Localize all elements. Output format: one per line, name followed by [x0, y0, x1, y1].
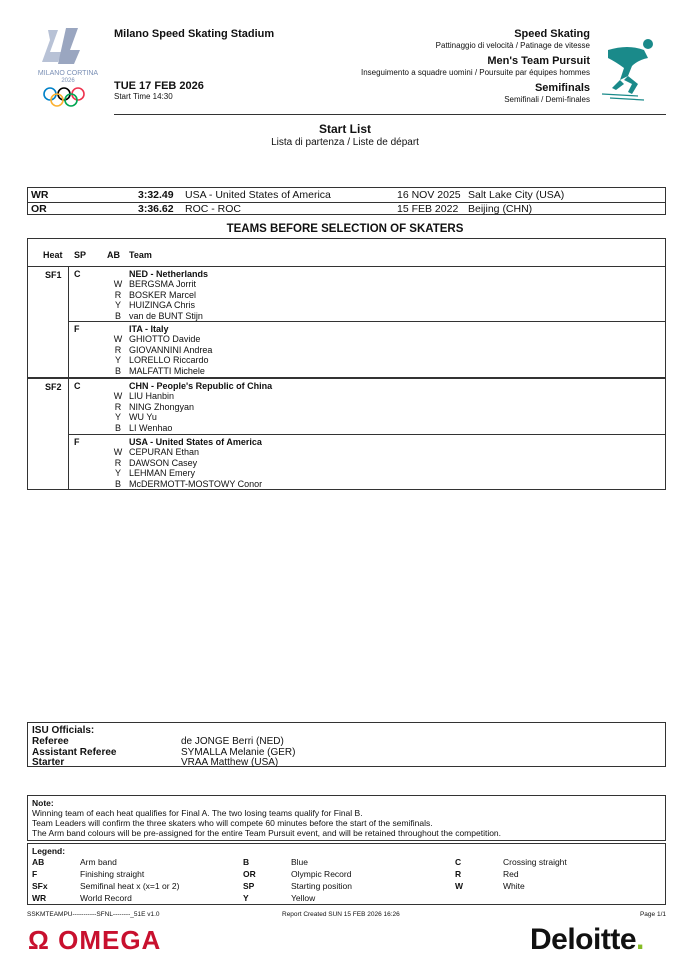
- officials-box: [27, 722, 666, 767]
- team-block: [68, 379, 665, 434]
- team-sp: C: [74, 381, 81, 391]
- page-title: Start List: [318, 122, 371, 136]
- team-name: ITA - Italy: [129, 324, 169, 334]
- skater-name: MALFATTI Michele: [129, 365, 205, 376]
- legend-code: W: [455, 881, 464, 891]
- legend-desc: Red: [503, 869, 519, 879]
- record-place: Beijing (CHN): [468, 203, 533, 215]
- official-role: Referee: [32, 736, 69, 747]
- skater-armband: B: [114, 422, 121, 433]
- header-divider: [114, 114, 666, 115]
- legend-desc: Yellow: [291, 893, 316, 903]
- official-name: VRAA Matthew (USA): [181, 757, 279, 768]
- skater-row: [113, 458, 413, 469]
- omega-symbol-icon: Ω: [28, 925, 50, 955]
- legend-code: C: [455, 857, 462, 867]
- official-row: [32, 736, 662, 747]
- record-row: [28, 202, 665, 215]
- heat-label: SF2: [45, 382, 62, 392]
- deloitte-dot: .: [636, 923, 644, 956]
- official-name: SYMALLA Melanie (GER): [181, 746, 296, 758]
- milano-cortina-logo: [28, 22, 108, 112]
- legend-code: R: [455, 869, 462, 879]
- skater-row: [113, 279, 413, 290]
- speed-skater-pictogram-icon: [598, 36, 666, 102]
- teams-section-title: TEAMS BEFORE SELECTION OF SKATERS: [226, 223, 464, 235]
- report-created: Report Created SUN 15 FEB 2026 16:26: [282, 911, 400, 918]
- legend-code: WR: [32, 893, 47, 903]
- skater-name: LI Wenhao: [129, 422, 173, 433]
- skater-row: [113, 300, 413, 311]
- event-title: Men's Team Pursuit: [487, 55, 590, 67]
- heat-block: [27, 378, 666, 490]
- skater-armband: B: [114, 310, 121, 321]
- col-sp: SP: [74, 250, 87, 260]
- record-row: [28, 189, 665, 202]
- skater-armband: W: [113, 447, 123, 457]
- record-date: 15 FEB 2022: [397, 203, 459, 215]
- official-row: [32, 757, 662, 768]
- records-box: [27, 187, 666, 215]
- record-place: Salt Lake City (USA): [468, 189, 565, 201]
- skater-row: [113, 345, 413, 356]
- skater-armband: W: [113, 334, 123, 344]
- note-line: The Arm band colours will be pre-assigned for the entire Team Pursuit event, and will be retained throughout the competition.: [32, 828, 502, 838]
- skater-row: [113, 366, 413, 377]
- skater-armband: B: [114, 478, 121, 489]
- note-line: Winning team of each heat qualifies for Final A. The two losing teams qualify for Final B.: [32, 808, 363, 818]
- skater-row: [113, 311, 413, 322]
- team-sp: C: [74, 269, 81, 279]
- heat-label: SF1: [45, 270, 62, 280]
- skater-name: NING Zhongyan: [129, 401, 195, 412]
- skater-armband: W: [113, 391, 123, 401]
- skater-armband: Y: [114, 300, 121, 310]
- event-date: TUE 17 FEB 2026: [114, 80, 204, 92]
- skater-name: McDERMOTT-MOSTOWY Conor: [129, 478, 263, 489]
- venue-name: Milano Speed Skating Stadium: [114, 28, 275, 40]
- official-name: de JONGE Berri (NED): [181, 736, 284, 747]
- start-time: Start Time 14:30: [114, 92, 173, 101]
- logo-year: 2026: [61, 78, 75, 84]
- table-header: [27, 238, 666, 267]
- legend-desc: Arm band: [80, 857, 117, 867]
- skater-row: [113, 479, 413, 490]
- team-name: CHN - People's Republic of China: [129, 381, 273, 391]
- skater-name: GIOVANNINI Andrea: [129, 344, 213, 355]
- deloitte-wordmark: Deloitte: [530, 923, 637, 956]
- team-sp: F: [74, 324, 80, 334]
- logo-text: MILANO CORTINA: [37, 70, 99, 77]
- skater-name: BERGSMA Jorrit: [129, 279, 197, 289]
- sport-subtitle: Pattinaggio di velocità / Patinage de vitesse: [435, 41, 590, 50]
- legend-desc: Starting position: [291, 881, 352, 891]
- skater-name: GHIOTTO Davide: [129, 334, 201, 344]
- skater-row: [113, 334, 413, 345]
- col-ab: AB: [107, 250, 120, 260]
- document-code: SSKMTEAMPU-----------SFNL--------_51E v1.0: [27, 911, 160, 918]
- skater-armband: R: [114, 401, 122, 412]
- col-team: Team: [129, 250, 152, 260]
- skater-name: BOSKER Marcel: [129, 289, 197, 300]
- skater-armband: R: [114, 289, 122, 300]
- record-holder: ROC - ROC: [185, 203, 241, 215]
- note-box: [27, 795, 666, 841]
- skater-armband: W: [113, 279, 123, 289]
- legend-code: AB: [32, 857, 45, 867]
- team-block: [68, 434, 665, 489]
- phase-title: Semifinals: [534, 82, 590, 94]
- officials-title: ISU Officials:: [32, 725, 95, 736]
- legend-code: SFx: [32, 881, 48, 891]
- legend-title: Legend:: [32, 846, 66, 856]
- legend-desc: Finishing straight: [80, 869, 145, 879]
- legend-desc: Olympic Record: [291, 869, 352, 879]
- skater-row: [113, 468, 413, 479]
- skater-armband: Y: [114, 468, 121, 478]
- record-code: WR: [31, 189, 49, 201]
- legend-desc: White: [503, 881, 525, 891]
- skater-row: [113, 412, 413, 423]
- omega-wordmark: OMEGA: [58, 925, 162, 955]
- record-date: 16 NOV 2025: [397, 189, 461, 201]
- skater-row: [113, 447, 413, 458]
- legend-code: SP: [243, 881, 255, 891]
- team-sp: F: [74, 437, 80, 447]
- skater-armband: Y: [114, 355, 121, 365]
- legend-box: [27, 843, 666, 905]
- skater-row: [113, 423, 413, 434]
- col-heat: Heat: [43, 250, 63, 260]
- skater-row: [113, 290, 413, 301]
- skater-row: [113, 355, 413, 366]
- record-code: OR: [31, 203, 47, 215]
- official-role: Assistant Referee: [32, 746, 117, 758]
- team-name: NED - Netherlands: [129, 269, 209, 279]
- skater-name: DAWSON Casey: [129, 457, 198, 468]
- team-name: USA - United States of America: [129, 437, 262, 447]
- skater-armband: R: [114, 457, 122, 468]
- legend-desc: Crossing straight: [503, 857, 567, 867]
- skater-armband: R: [114, 344, 122, 355]
- skater-row: [113, 402, 413, 413]
- legend-code: B: [243, 857, 250, 867]
- skater-name: WU Yu: [129, 412, 157, 422]
- legend-desc: Semifinal heat x (x=1 or 2): [80, 881, 180, 891]
- legend-code: Y: [243, 893, 249, 903]
- record-time: 3:36.62: [138, 203, 174, 215]
- skater-name: LEHMAN Emery: [129, 468, 196, 478]
- page-number: Page 1/1: [639, 911, 666, 918]
- record-time: 3:32.49: [138, 189, 174, 201]
- legend-desc: Blue: [291, 857, 309, 867]
- deloitte-logo: [530, 923, 644, 957]
- skater-name: HUIZINGA Chris: [129, 300, 196, 310]
- skater-armband: B: [114, 365, 121, 376]
- sport-title: Speed Skating: [514, 28, 590, 40]
- page-subtitle: Lista di partenza / Liste de départ: [271, 137, 419, 148]
- skater-name: van de BUNT Stijn: [129, 310, 203, 321]
- skater-name: LORELLO Riccardo: [129, 355, 209, 365]
- event-subtitle: Inseguimento a squadre uomini / Poursuite par équipes hommes: [360, 68, 590, 77]
- skater-name: CEPURAN Ethan: [129, 447, 200, 457]
- note-line: Team Leaders will confirm the three skaters who will compete 60 minutes before the start of the semifinals.: [32, 818, 433, 828]
- team-block: [68, 267, 665, 322]
- omega-logo: [28, 925, 161, 956]
- record-holder: USA - United States of America: [185, 189, 331, 201]
- skater-row: [113, 391, 413, 402]
- team-block: [68, 321, 665, 376]
- official-role: Starter: [32, 757, 65, 768]
- heat-block: [27, 267, 666, 378]
- legend-code: F: [32, 869, 38, 879]
- phase-subtitle: Semifinali / Demi-finales: [504, 95, 590, 104]
- skater-armband: Y: [114, 412, 121, 422]
- legend-desc: World Record: [80, 893, 132, 903]
- note-title: Note:: [32, 798, 54, 808]
- skater-name: LIU Hanbin: [129, 391, 175, 401]
- legend-code: OR: [243, 869, 256, 879]
- official-row: [32, 747, 662, 758]
